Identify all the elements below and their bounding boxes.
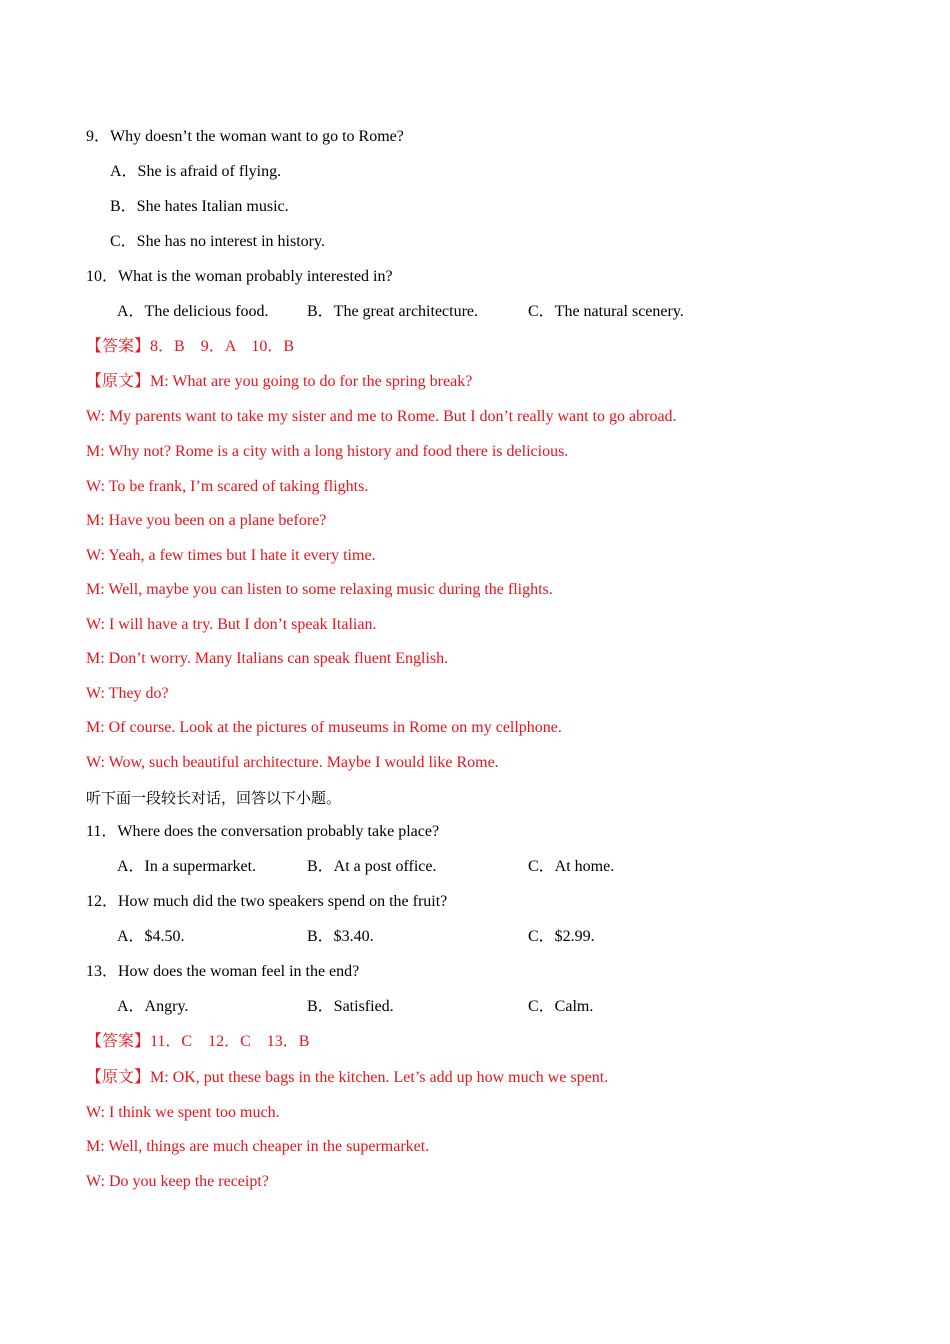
question-12-option-a: A．$4.50. (117, 928, 185, 945)
answer-key-1 (86, 337, 294, 357)
question-10: 10．What is the woman probably interested in? (86, 268, 393, 285)
transcript-1-line: M: Of course. Look at the pictures of museums in Rome on my cellphone. (86, 719, 562, 736)
transcript-text: M: What are you going to do for the spring break? (150, 373, 473, 390)
transcript-label: 【原文】 (86, 1069, 151, 1086)
question-11-option-c: C．At home. (528, 858, 615, 875)
transcript-1-line: W: Yeah, a few times but I hate it every time. (86, 547, 376, 564)
question-11-option-a: A．In a supermarket. (117, 858, 257, 875)
transcript-2-line: W: I think we spent too much. (86, 1104, 280, 1121)
question-9-option-c: C．She has no interest in history. (110, 233, 325, 250)
transcript-1-line (86, 372, 472, 392)
question-13-option-c: C．Calm. (528, 998, 594, 1015)
question-12-option-c: C．$2.99. (528, 928, 595, 945)
transcript-1-line: M: Have you been on a plane before? (86, 512, 327, 529)
transcript-1-line: W: My parents want to take my sister and me to Rome. But I don’t really want to go abroad. (86, 408, 677, 425)
question-9: 9．Why doesn’t the woman want to go to Rome? (86, 128, 404, 145)
transcript-1-line: W: I will have a try. But I don’t speak Italian. (86, 616, 377, 633)
transcript-1-line: M: Well, maybe you can listen to some relaxing music during the flights. (86, 581, 553, 598)
question-9-option-b: B．She hates Italian music. (110, 198, 289, 215)
question-11-option-b: B．At a post office. (307, 858, 437, 875)
answer-label: 【答案】 (86, 1033, 151, 1050)
transcript-1-line: W: Wow, such beautiful architecture. Maybe I would like Rome. (86, 754, 499, 771)
transcript-1-line: M: Don’t worry. Many Italians can speak fluent English. (86, 650, 449, 667)
answer-text: 11．C 12．C 13．B (150, 1033, 310, 1050)
transcript-2-line: M: Well, things are much cheaper in the supermarket. (86, 1138, 430, 1155)
transcript-text: M: OK, put these bags in the kitchen. Let’s add up how much we spent. (150, 1069, 609, 1086)
question-13: 13．How does the woman feel in the end? (86, 963, 360, 980)
question-9-option-a: A．She is afraid of flying. (110, 163, 282, 180)
question-13-option-a: A．Angry. (117, 998, 189, 1015)
transcript-1-line: M: Why not? Rome is a city with a long history and food there is delicious. (86, 443, 569, 460)
transcript-label: 【原文】 (86, 373, 151, 390)
question-12: 12．How much did the two speakers spend on the fruit? (86, 893, 448, 910)
answer-label: 【答案】 (86, 338, 151, 355)
transcript-2-line: W: Do you keep the receipt? (86, 1173, 269, 1190)
transcript-1-line: W: To be frank, I’m scared of taking flights. (86, 478, 369, 495)
transcript-1-line: W: They do? (86, 685, 169, 702)
question-12-option-b: B．$3.40. (307, 928, 374, 945)
question-13-option-b: B．Satisfied. (307, 998, 394, 1015)
question-10-option-c: C．The natural scenery. (528, 303, 684, 320)
answer-key-2 (86, 1032, 309, 1052)
question-10-option-a: A．The delicious food. (117, 303, 269, 320)
transcript-2-line (86, 1068, 608, 1088)
answer-text: 8．B 9．A 10．B (150, 338, 295, 355)
section-instruction: 听下面一段较长对话，回答以下小题。 (86, 789, 342, 807)
question-11: 11．Where does the conversation probably take place? (86, 823, 440, 840)
question-10-option-b: B．The great architecture. (307, 303, 479, 320)
